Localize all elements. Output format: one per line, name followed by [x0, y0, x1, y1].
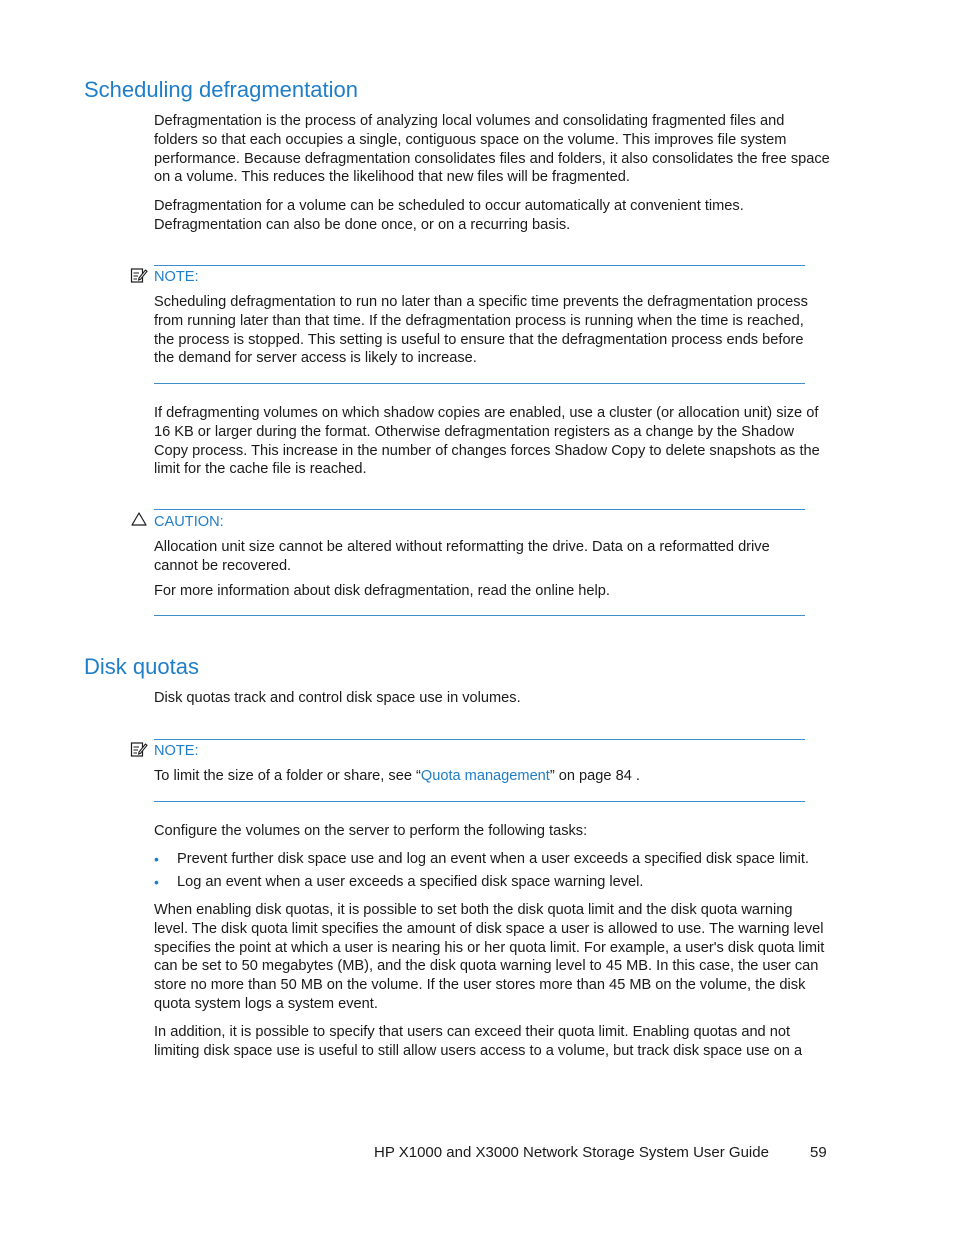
caution-text: Allocation unit size cannot be altered without reformatting the drive. Data on a reformatted drive cannot be recovered. — [154, 539, 770, 574]
note-text — [154, 767, 830, 786]
caution-top-rule — [154, 509, 805, 510]
note-top-rule — [154, 739, 805, 740]
caution-icon — [130, 510, 148, 528]
note-label: NOTE: — [154, 269, 199, 285]
note-bottom-rule — [154, 383, 805, 384]
note-bottom-rule — [154, 801, 805, 802]
list-item: Log an event when a user exceeds a specified disk space warning level. — [177, 874, 644, 890]
footer-title: HP X1000 and X3000 Network Storage System User Guide — [374, 1144, 769, 1161]
caution-bottom-rule — [154, 615, 805, 616]
paragraph: In addition, it is possible to specify that users can exceed their quota limit. Enabling quotas and not limiting disk space use is useful to still allow users access to a volume, but track disk space use on a — [154, 1024, 803, 1059]
paragraph: Disk quotas track and control disk space use in volumes. — [154, 690, 521, 706]
note-icon — [130, 740, 148, 758]
note-icon — [130, 266, 148, 284]
section-heading-disk-quotas: Disk quotas — [84, 654, 199, 679]
page-number: 59 — [810, 1144, 827, 1161]
caution-text: For more information about disk defragmentation, read the online help. — [154, 583, 610, 599]
note-text-suffix: ” on page 84 . — [549, 768, 640, 784]
list-item: Prevent further disk space use and log an event when a user exceeds a specified disk space limit. — [177, 851, 809, 867]
section-heading-scheduling-defragmentation: Scheduling defragmentation — [84, 77, 358, 102]
paragraph: When enabling disk quotas, it is possible to set both the disk quota limit and the disk quota warning level. The disk quota limit specifies the amount of disk space a user is allowed to use. The warning level specifies the point at which a user is nearing his or her quota limit. For example, a user's disk quota limit can be set to 50 megabytes (MB), and the disk quota warning level to 45 MB. In this case, the user can store no more than 50 MB on the volume. If the user stores more than 45 MB on the volume, the disk quota system logs a system event. — [154, 902, 825, 1012]
bullet-glyph: • — [154, 874, 159, 890]
caution-label: CAUTION: — [154, 514, 224, 530]
paragraph: Defragmentation for a volume can be scheduled to occur automatically at convenient times. Defragmentation can also be done once, or on a recurring basis. — [154, 198, 744, 233]
bullet-glyph: • — [154, 851, 159, 867]
note-top-rule — [154, 265, 805, 266]
paragraph: If defragmenting volumes on which shadow copies are enabled, use a cluster (or allocation unit) size of 16 KB or larger during the format. Otherwise defragmentation registers as a change by the Shadow Copy process. This increase in the number of changes forces Shadow Copy to delete snapshots as the limit for the cache file is reached. — [154, 405, 820, 478]
note-text-prefix: To limit the size of a folder or share, see “ — [154, 768, 421, 784]
quota-management-link[interactable]: Quota management — [420, 768, 550, 784]
paragraph: Configure the volumes on the server to perform the following tasks: — [154, 823, 588, 839]
note-text: Scheduling defragmentation to run no later than a specific time prevents the defragmentation process from running later than that time. If the defragmentation process is running when the time is reached, the process is stopped. This setting is useful to ensure that the defragmentation process ends before the demand for server access is likely to increase. — [154, 294, 808, 367]
paragraph: Defragmentation is the process of analyzing local volumes and consolidating fragmented files and folders so that each occupies a single, contiguous space on the volume. This improves file system performance. Because defragmentation consolidates files and folders, it also consolidates the free space on a volume. This reduces the likelihood that new files will be fragmented. — [154, 113, 830, 186]
note-label: NOTE: — [154, 743, 199, 759]
